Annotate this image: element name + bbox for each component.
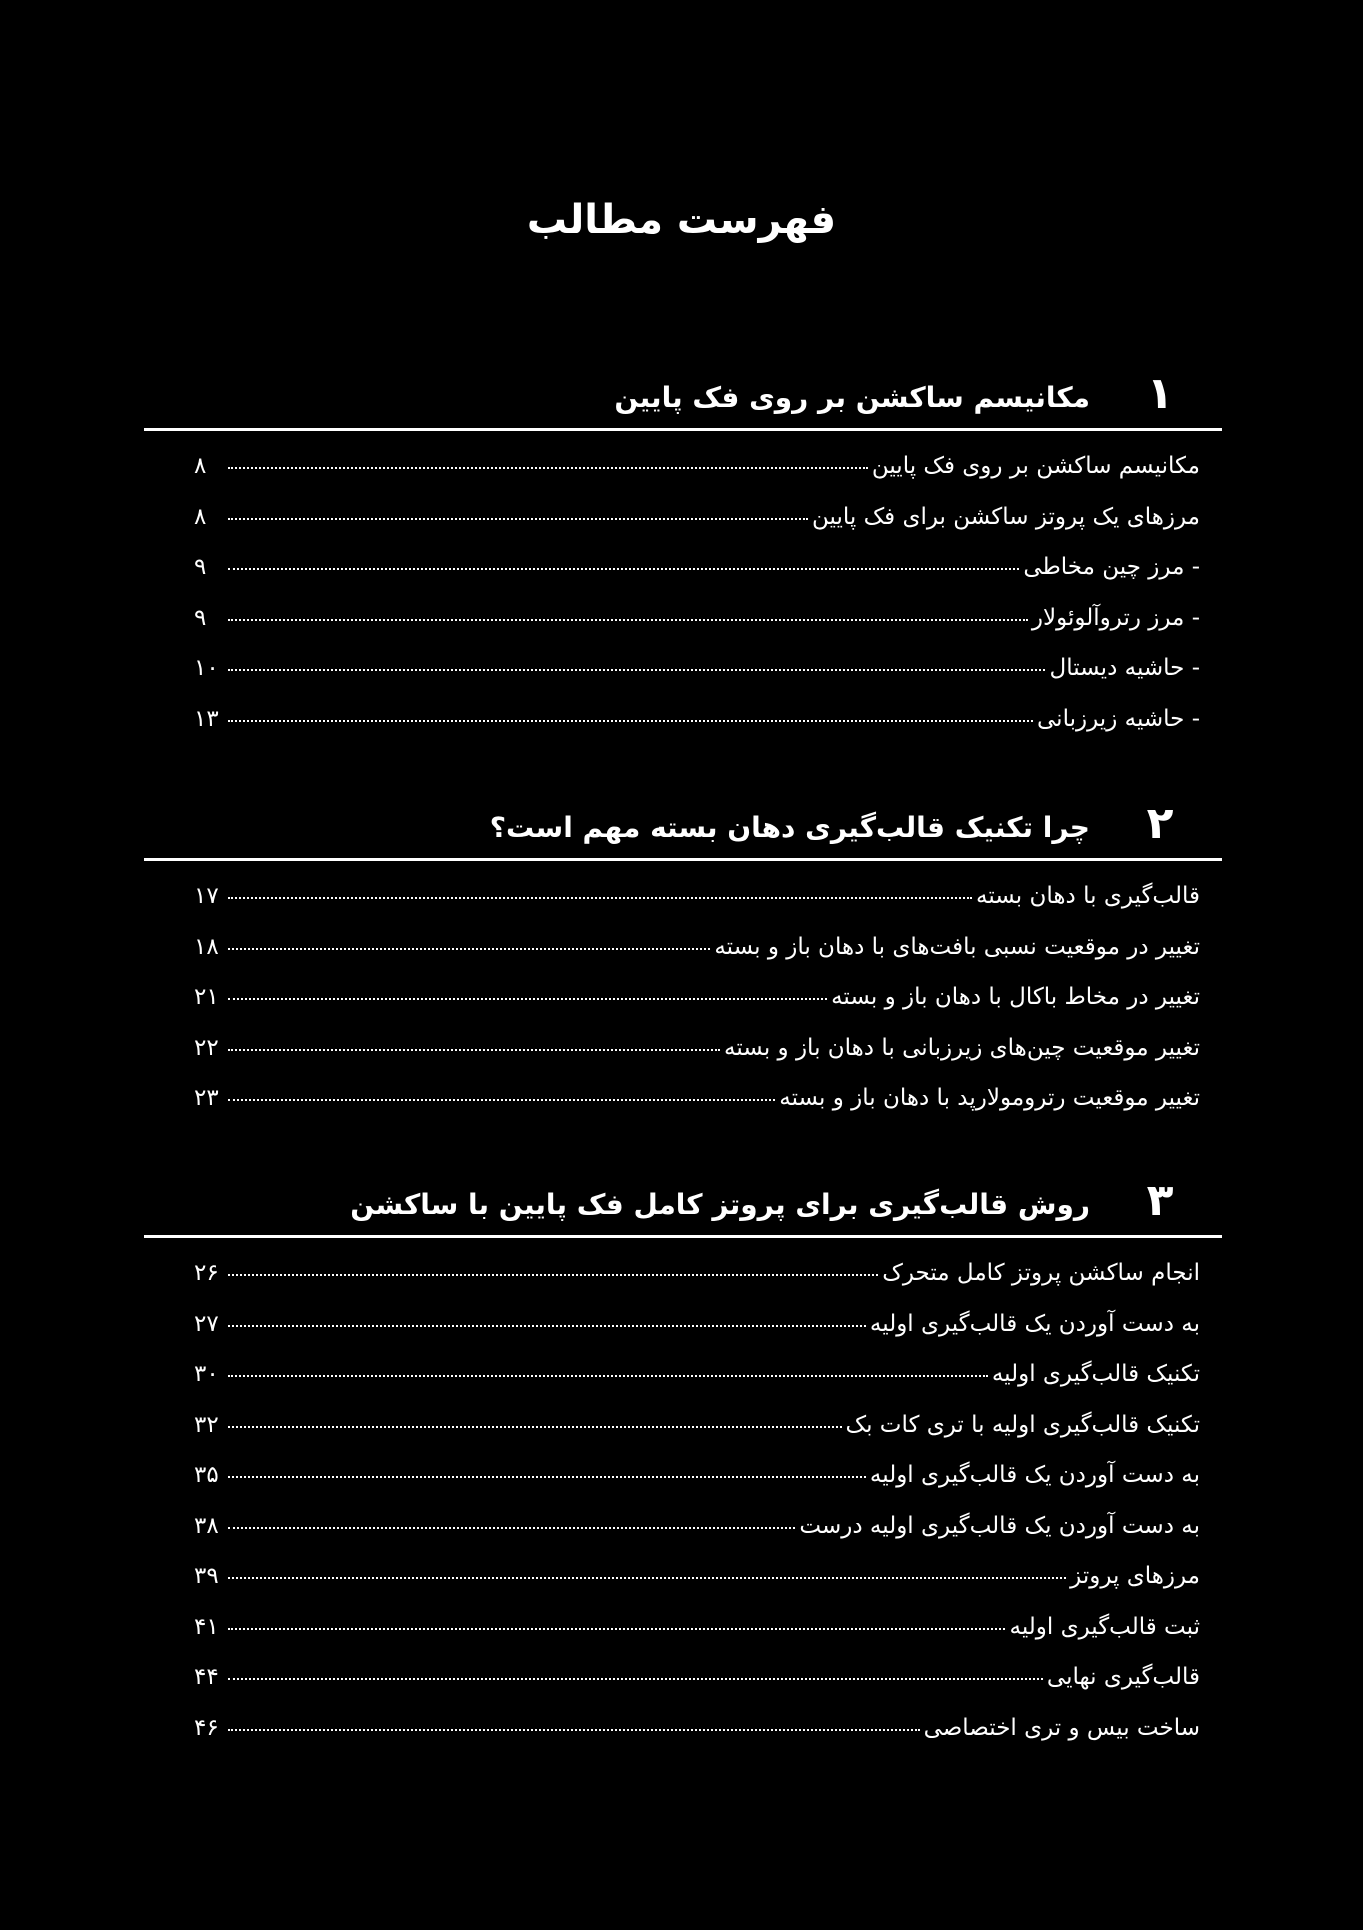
dot-leader [228,669,1045,671]
toc-entry-title: - حاشیه زیرزبانی [1037,705,1200,732]
toc-entry-page-number: ۸ [194,503,207,530]
toc-entry-page-number: ۴۱ [194,1613,219,1640]
toc-entry-title: مرزهای یک پروتز ساکشن برای فک پایین [812,503,1200,530]
toc-entry[interactable] [194,1602,1200,1653]
toc-entry[interactable] [194,1400,1200,1451]
toc-entry-title: تغییر موقعیت رترومولارپد با دهان باز و بسته [779,1085,1200,1111]
dot-leader [228,1527,795,1529]
toc-entry[interactable] [194,694,1200,745]
toc-entry[interactable] [194,1023,1200,1074]
chapter-header [144,1167,1222,1238]
chapter-header [144,790,1222,861]
toc-entry[interactable] [194,1073,1200,1124]
page-title: فهرست مطالب [526,197,837,243]
toc-entry-title: انجام ساکشن پروتز کامل متحرک [882,1260,1200,1286]
dot-leader [228,1628,1005,1630]
chapter-entries [144,1248,1222,1753]
toc-entry[interactable] [194,1652,1200,1703]
toc-entry[interactable] [194,542,1200,593]
toc-entry-title: ثبت قالب‌گیری اولیه [1009,1613,1200,1640]
toc-entry-title: ساخت بیس و تری اختصاصی [923,1714,1200,1741]
toc-entry-page-number: ۲۱ [194,984,219,1010]
toc-entry-title: - حاشیه دیستال [1049,655,1200,681]
toc-entry-title: به دست آوردن یک قالب‌گیری اولیه [869,1462,1200,1488]
toc-entry-title: تغییر در موقعیت نسبی بافت‌های با دهان باز و بسته [714,933,1200,960]
chapter-entries [144,871,1222,1124]
chapter-entries [144,441,1222,744]
chapter-title: چرا تکنیک قالب‌گیری دهان بسته مهم است؟ [489,811,1090,844]
chapter-section [144,790,1222,1124]
toc-entry-page-number: ۲۳ [194,1085,219,1111]
toc-entry[interactable] [194,1551,1200,1602]
toc-entry[interactable] [194,1450,1200,1501]
toc-entry[interactable] [194,593,1200,644]
toc-entry[interactable] [194,492,1200,543]
chapter-section [144,1167,1222,1753]
toc-entry-title: مکانیسم ساکشن بر روی فک پایین [871,453,1200,479]
toc-entry-title: به دست آوردن یک قالب‌گیری اولیه [869,1310,1200,1337]
toc-entry-title: قالب‌گیری با دهان بسته [976,883,1200,909]
dot-leader [228,1375,988,1377]
dot-leader [228,1325,866,1327]
dot-leader [228,998,827,1000]
dot-leader [228,948,710,950]
toc-entry-page-number: ۹ [194,554,207,580]
toc-entry-page-number: ۸ [194,453,207,479]
toc-entry-page-number: ۴۶ [194,1714,219,1741]
toc-entry-page-number: ۱۰ [194,655,219,681]
toc-entry-page-number: ۲۲ [194,1034,219,1061]
dot-leader [228,1049,720,1051]
toc-entry[interactable] [194,972,1200,1023]
toc-entry-title: تکنیک قالب‌گیری اولیه با تری کات بک [845,1411,1200,1438]
chapter-section [144,360,1222,744]
toc-entry[interactable] [194,643,1200,694]
toc-entry-title: مرزهای پروتز [1070,1563,1200,1589]
toc-entry-title: به دست آوردن یک قالب‌گیری اولیه درست [799,1512,1200,1539]
chapter-number: ۲ [1146,798,1174,849]
toc-entry[interactable] [194,922,1200,973]
toc-entry[interactable] [194,1703,1200,1754]
dot-leader [228,1678,1043,1680]
toc-entry-page-number: ۳۹ [194,1563,219,1589]
toc-entry-page-number: ۲۷ [194,1310,219,1337]
toc-entry-title: تغییر موقعیت چین‌های زیرزبانی با دهان باز و بسته [724,1034,1200,1061]
dot-leader [228,619,1028,621]
chapter-title: روش قالب‌گیری برای پروتز کامل فک پایین با ساکشن [350,1188,1090,1221]
dot-leader [228,1476,866,1478]
chapter-number: ۳ [1146,1175,1174,1226]
toc-entry-page-number: ۱۷ [194,883,219,909]
toc-entry-title: - مرز رتروآلوئولار [1031,604,1200,631]
toc-entry[interactable] [194,441,1200,492]
dot-leader [228,467,868,469]
toc-entry[interactable] [194,871,1200,922]
toc-entry[interactable] [194,1501,1200,1552]
toc-entry-page-number: ۱۸ [194,933,219,960]
dot-leader [228,897,972,899]
toc-entry-title: تکنیک قالب‌گیری اولیه [991,1361,1200,1387]
toc-entry-page-number: ۲۶ [194,1260,219,1286]
dot-leader [228,720,1033,722]
toc-entry[interactable] [194,1349,1200,1400]
toc-entry[interactable] [194,1248,1200,1299]
dot-leader [228,1274,878,1276]
toc-entry-page-number: ۳۲ [194,1411,219,1438]
dot-leader [228,1577,1066,1579]
toc-entry-page-number: ۱۳ [194,705,219,732]
chapter-title: مکانیسم ساکشن بر روی فک پایین [614,381,1090,414]
toc-entry[interactable] [194,1299,1200,1350]
toc-entry-page-number: ۳۵ [194,1462,219,1488]
dot-leader [228,1729,920,1731]
dot-leader [228,1426,842,1428]
chapter-number: ۱ [1146,368,1174,419]
dot-leader [228,568,1019,570]
toc-entry-title: قالب‌گیری نهایی [1046,1664,1200,1690]
toc-entry-title: - مرز چین مخاطی [1023,554,1200,580]
chapter-header [144,360,1222,431]
toc-entry-page-number: ۹ [194,604,207,631]
toc-entry-page-number: ۳۸ [194,1512,219,1539]
dot-leader [228,1099,775,1101]
dot-leader [228,518,808,520]
toc-entry-title: تغییر در مخاط باکال با دهان باز و بسته [831,984,1200,1010]
toc-entry-page-number: ۴۴ [194,1664,219,1690]
toc-entry-page-number: ۳۰ [194,1361,219,1387]
